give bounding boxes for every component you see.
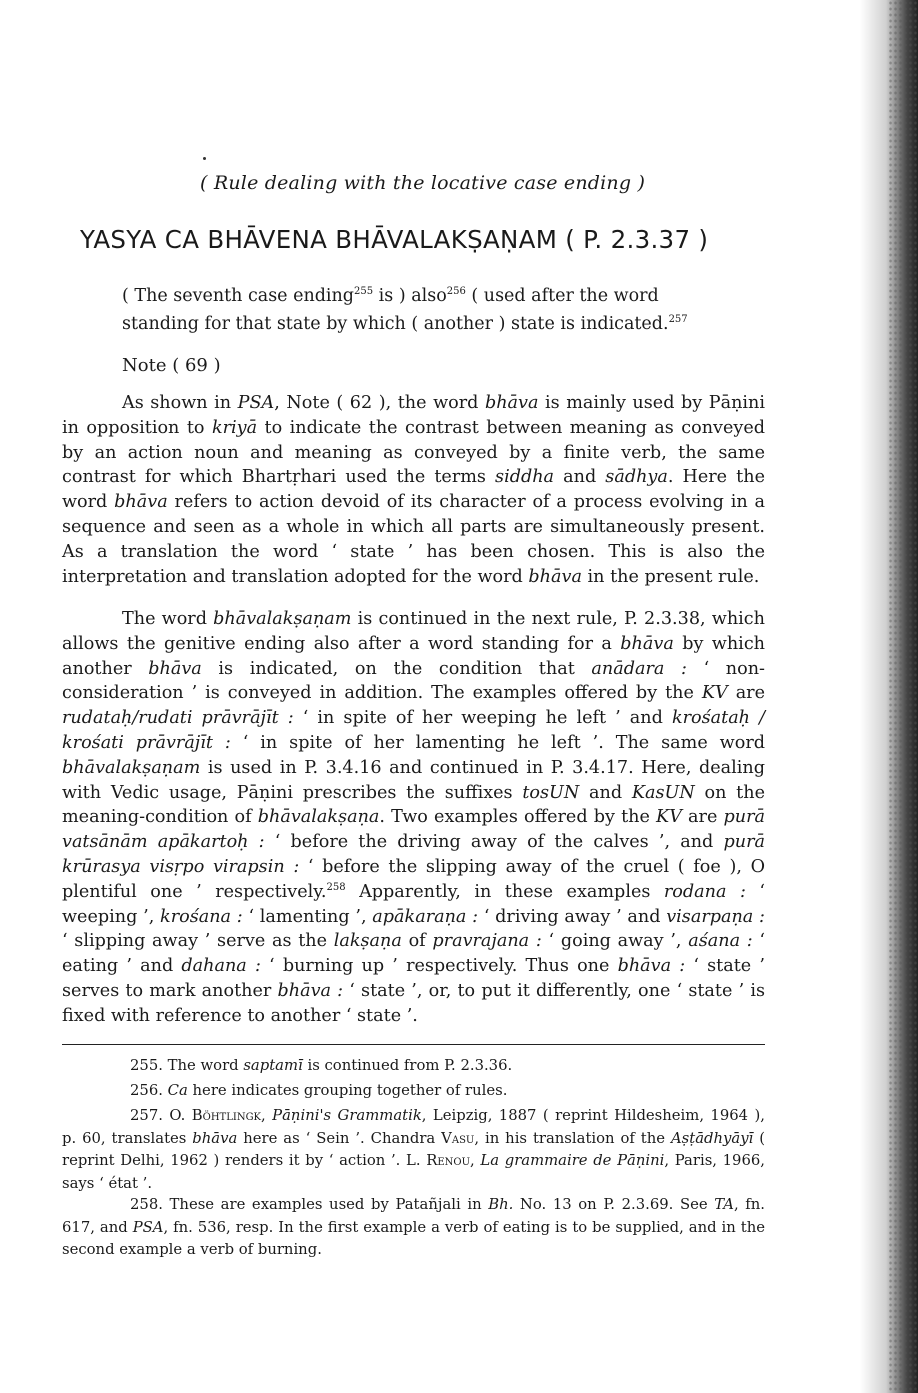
footnote-256: 256. Ca here indicates grouping together of rules.	[130, 1082, 508, 1099]
footnote-divider	[62, 1044, 765, 1045]
page-edge-speckle	[888, 0, 918, 1393]
paragraph-1: As shown in PSA, Note ( 62 ), the word bhāva is mainly used by Pāṇini in opposition to kriyā to indicate the contrast between meaning as conveyed by an action noun and meaning as conveyed by a finite verb, the same contrast for which Bhartṛhari used the terms siddha and sādhya. Here the word bhāva refers to action devoid of its character of a process evolving in a sequence and seen as a whole in which all parts are simultaneously present. As a translation the word ‘ state ’ has been chosen. This is also the interpretation and translation adopted for the word bhāva in the present rule.	[62, 393, 766, 587]
note-heading: Note ( 69 )	[122, 355, 221, 376]
footnote-258: 258. These are examples used by Patañjali in Bh. No. 13 on P. 2.3.69. See TA, fn. 617, and PSA, fn. 536, resp. In the first example a verb of eating is to be supplied, and in the second example a verb of burning.	[62, 1196, 766, 1258]
paragraph-2: The word bhāvalakṣaṇam is continued in the next rule, P. 2.3.38, which allows the genitive ending also after a word standing for a bhāva by which another bhāva is indicated, on the condition that anādara : ‘ non-consideration ’ is conveyed in addition. The examples offered by the KV are rudataḥ/rudati prāvrājīt : ‘ in spite of her weeping he left ’ and krośataḥ / krośati prāvrājīt : ‘ in spite of her lamenting he left ’. The same word bhāvalakṣaṇam is used in P. 3.4.16 and continued in P. 3.4.17. Here, dealing with Vedic usage, Pāṇini prescribes the suffixes tosUN and KasUN on the meaning-condition of bhāvalakṣaṇa. Two examples offered by the KV are purā vatsānām apākartoḥ : ‘ before the driving away of the calves ’, and purā krūrasya visṛpo virapsin : ‘ before the slipping away of the cruel ( foe ), O plentiful one ’ respectively.$^{258}$ Apparently, in these examples rodana : ‘ weeping ’, krośana : ‘ lamenting ’, apākaraṇa : ‘ driving away ’ and visarpaṇa : ‘ slipping away ’ serve as the lakṣaṇa of pravrajana : ‘ going away ’, aśana : ‘ eating ’ and dahana : ‘ burning up ’ respectively. Thus one bhāva : ‘ state ’ serves to mark another bhāva : ‘ state ’, or, to put it differently, one ‘ state ’ is fixed with reference to another ‘ state ’.	[62, 609, 766, 1026]
footnote-257: 257. O. Böhtlingk, Pāṇini's Grammatik, Leipzig, 1887 ( reprint Hildesheim, 1964 ), p. 60, translates bhāva here as ‘ Sein ’. Chandra Vasu, in his translation of the Aṣṭādhyāyī ( reprint Delhi, 1962 ) renders it by ‘ action ’. L. Renou, La grammaire de Pāṇini, Paris, 1966, says ‘ état ’.	[62, 1107, 766, 1192]
sutra-translation: ( The seventh case ending$^{255}$ is ) also$^{256}$ ( used after the word standing for that state by which ( another ) state is indicated.$^{257}$	[122, 286, 688, 334]
section-caption: ( Rule dealing with the locative case ending )	[200, 172, 646, 194]
rule-title: YASYA CA BHĀVENA BHĀVALAKṢAṆAM ( P. 2.3.37 )	[80, 225, 709, 254]
scan-dot	[203, 157, 206, 160]
footnote-255: 255. The word saptamī is continued from P. 2.3.36.	[130, 1057, 513, 1074]
